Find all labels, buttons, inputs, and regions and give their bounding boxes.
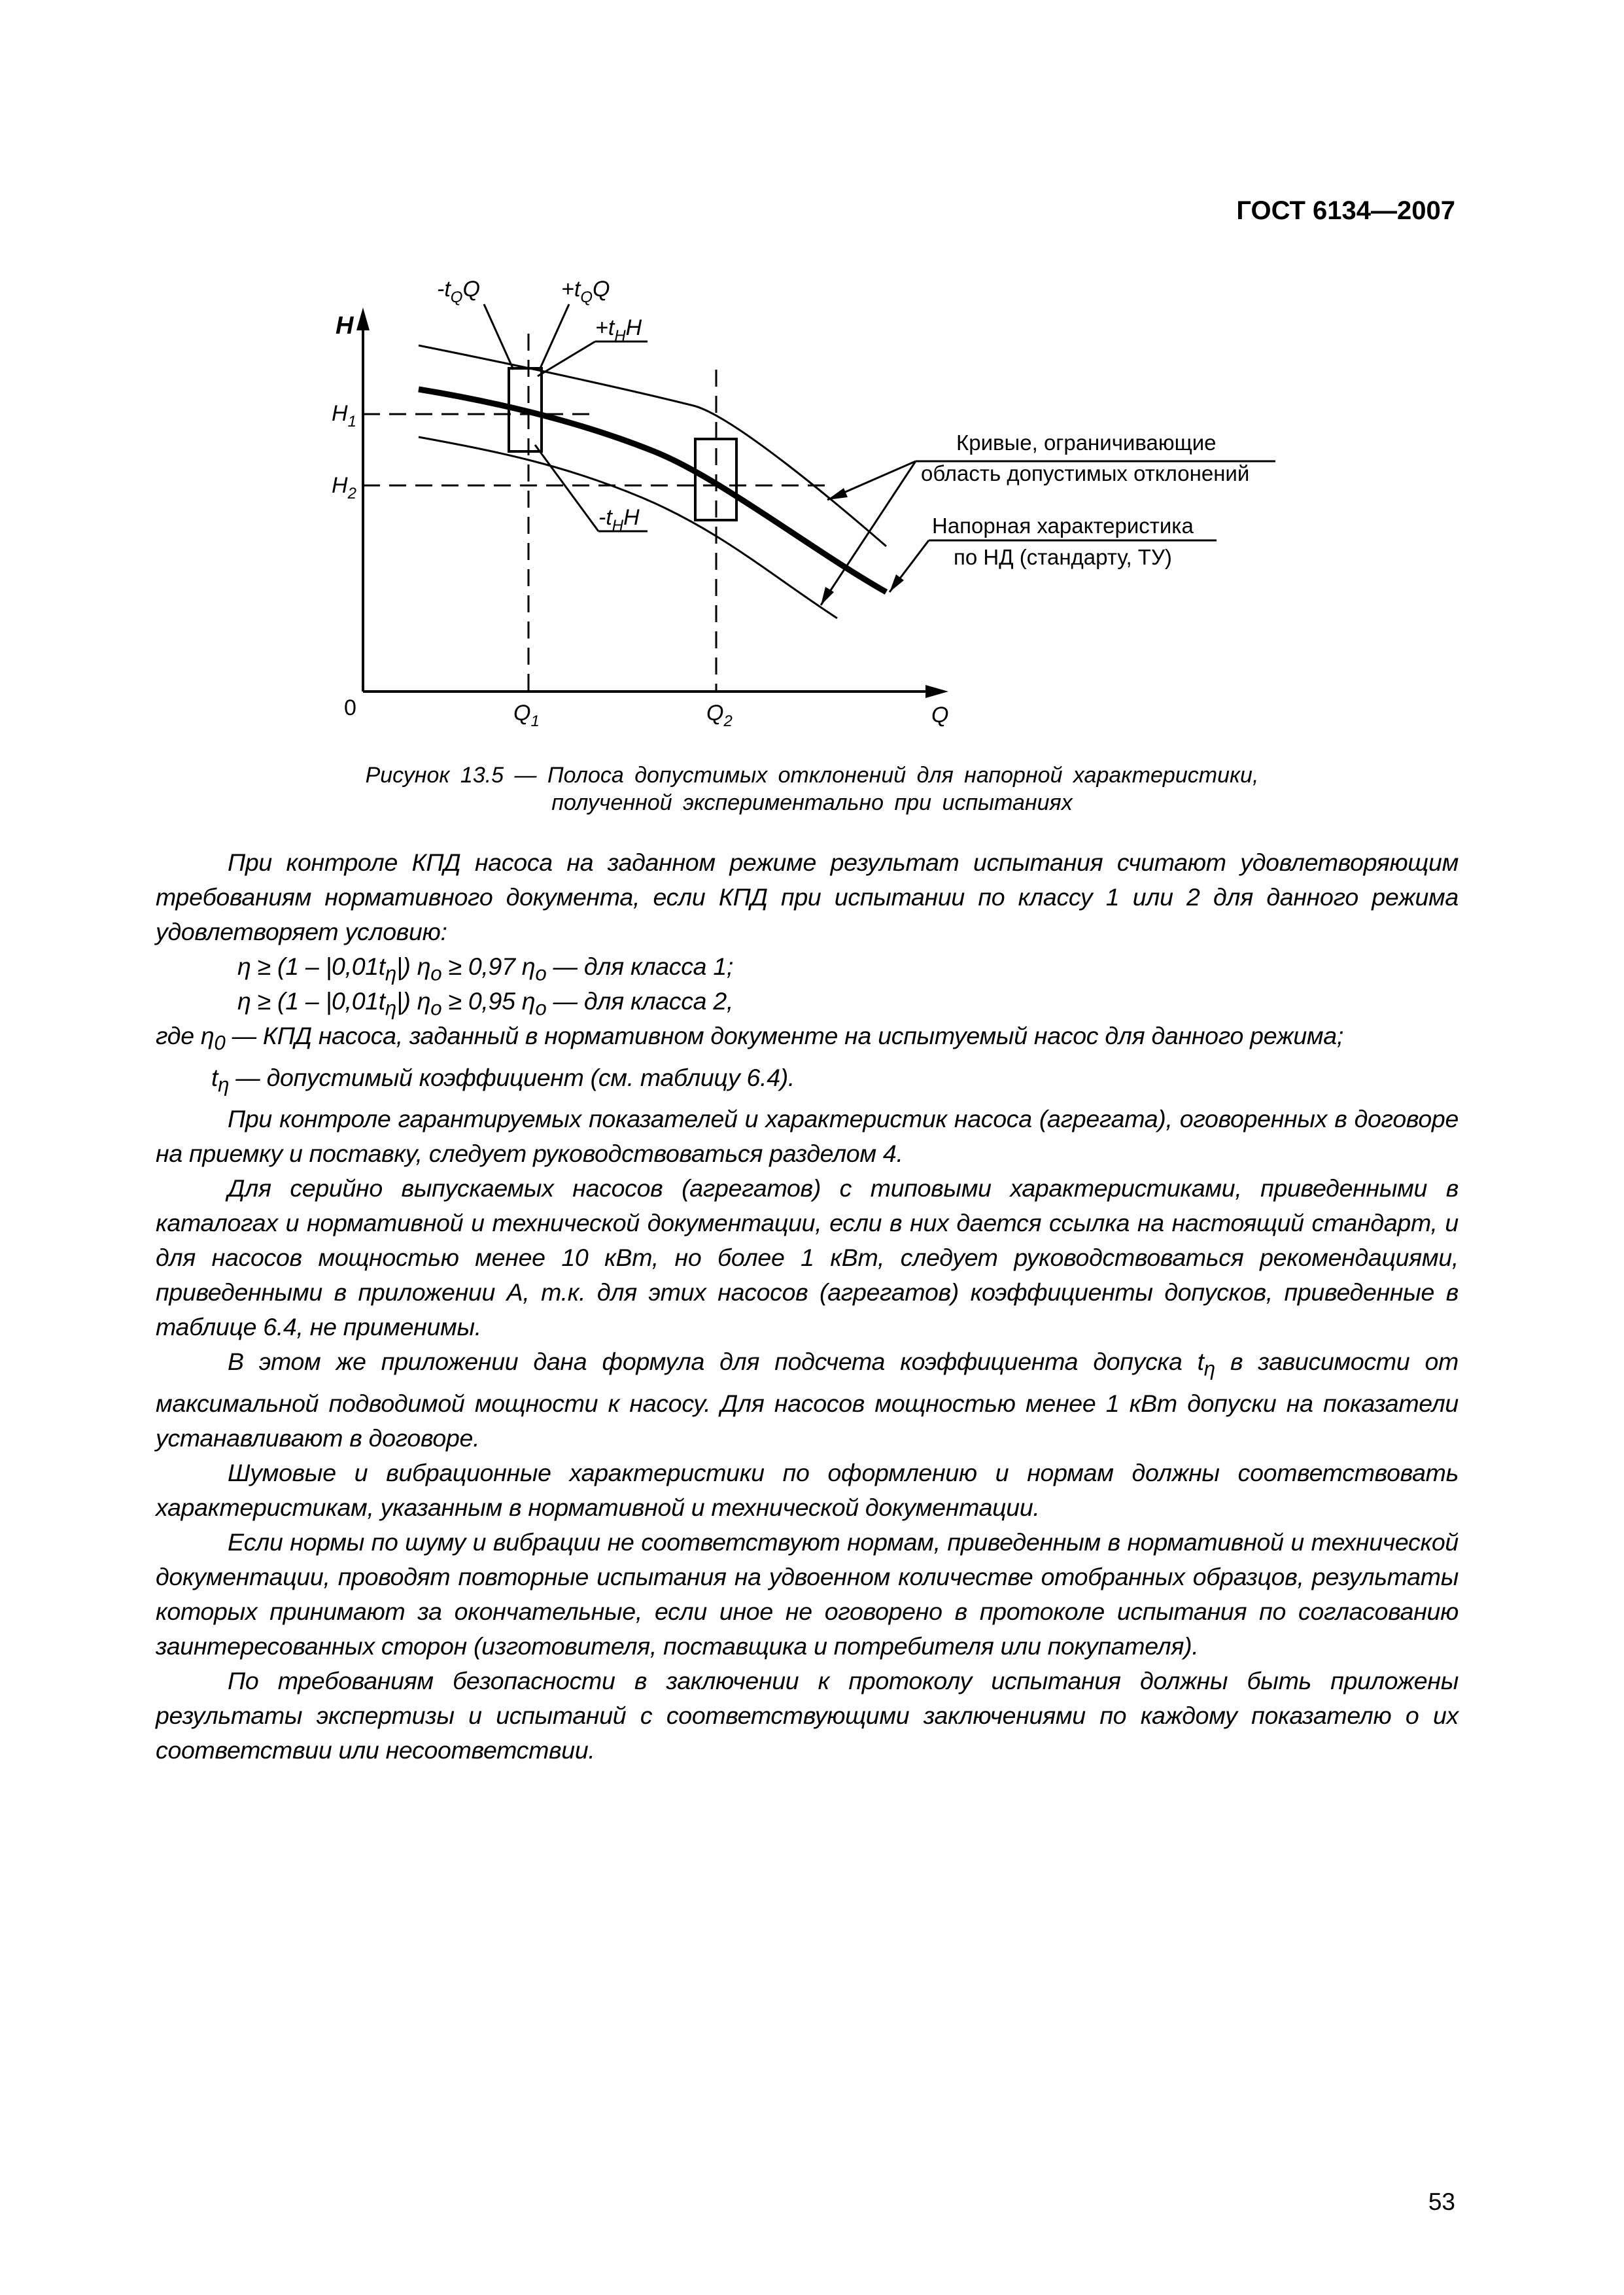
h1-tick-label: $H_1$: [332, 401, 356, 430]
y-axis-label: H: [336, 312, 354, 340]
curve-callout-line2: по НД (стандарту, ТУ): [954, 545, 1172, 569]
curve-callout-line1: Напорная характеристика: [932, 514, 1194, 538]
body-text: [156, 845, 1459, 1768]
standard-header: ГОСТ 6134—2007: [1236, 196, 1455, 225]
paragraph-2: При контроле гарантируемых показателей и характеристик насоса (агрегата), оговоренных в договоре на приемку и поставку, следует руководствоваться разделом 4.: [156, 1105, 1459, 1167]
paragraph-5: Шумовые и вибрационные характеристики по оформлению и нормам должны соответствовать характеристикам, указанным в нормативной и технической документации.: [156, 1458, 1459, 1521]
bounds-callout-line2: область допустимых отклонений: [921, 461, 1250, 485]
nominal-head-curve: [419, 389, 886, 592]
paragraph-3: Для серийно выпускаемых насосов (агрегатов) с типовыми характеристиками, приведенными в каталогах и нормативной и технической документации, если в них дается ссылка на настоящий стандарт, и для насосов мощностью менее 10 кВт, но более 1 кВт, следует руководствоваться рекомендациями, приведенными в приложении А, т.к. для этих насосов (агрегатов) коэффициенты допусков, приведенные в таблице 6.4, не применимы.: [156, 1174, 1459, 1340]
leader-minus-th-2: [535, 445, 598, 531]
paragraph-6: Если нормы по шуму и вибрации не соответствуют нормам, приведенным в нормативной и технической документации, проводят повторные испытания на удвоенном количестве отобранных образцов, результаты которых принимают за окончательные, если иное не оговорено в протоколе испытания по согласованию заинтересованных сторон (изготовителя, поставщика и потребителя или покупателя).: [156, 1528, 1459, 1660]
formula-class-1: $\eta \ge (1 - |0,01t_\eta|)$ $\eta_o \ge 0,97$ $\eta_o$ — для класса 1;: [237, 953, 734, 985]
bounds-callout-line1: Кривые, ограничивающие: [956, 430, 1217, 455]
q2-tick-label: $Q_2$: [706, 701, 733, 730]
paragraph-1: При контроле КПД насоса на заданном режиме результат испытания считают удовлетворяющим требованиям нормативного документа, если КПД при испытании по классу 1 или 2 для данного режима удовлетворяет условию:: [156, 849, 1459, 945]
bounds-arrowhead-1: [827, 488, 848, 500]
paragraph-7: По требованиям безопасности в заключении к протоколу испытания должны быть приложены результаты экспертизы и испытаний с соответствующими заключениями по каждому показателю о их соответствии или несоответствии.: [156, 1666, 1459, 1764]
origin-label: 0: [344, 695, 356, 720]
figure-caption-line2: полученной экспериментально при испытаниях: [551, 790, 1073, 815]
plus-tq-label: $+t_QQ$: [561, 277, 610, 306]
formula-class-2: $\eta \ge (1 - |0,01t_\eta|)$ $\eta_o \ge 0,95$ $\eta_o$ — для класса 2,: [237, 987, 734, 1020]
x-axis-label: Q: [931, 703, 949, 727]
head-curve-figure: [0, 0, 1624, 772]
minus-th-label: $-t_HH$: [598, 505, 640, 534]
minus-tq-label: $-t_QQ$: [437, 277, 480, 306]
h2-tick-label: $H_2$: [332, 473, 356, 502]
plus-th-label: $+t_HH$: [595, 315, 642, 345]
figure-caption-line1: Рисунок 13.5 — Полоса допустимых отклонений для напорной характеристики,: [365, 763, 1259, 788]
leader-plus-th-2: [538, 342, 595, 376]
q1-tick-label: $Q_1$: [513, 701, 540, 730]
page-number: 53: [1428, 2188, 1455, 2215]
where-eta0: где $\eta_0$ — КПД насоса, заданный в нормативном документе на испытуемый насос для данного режима;: [156, 1022, 1343, 1055]
y-axis-arrow: [356, 307, 370, 330]
where-t-eta: $t_\eta$ — допустимый коэффициент (см. таблицу 6.4).: [211, 1063, 795, 1096]
x-axis-arrow: [925, 685, 948, 698]
upper-bound-curve: [419, 345, 886, 546]
paragraph-4: В этом же приложении дана формула для подсчета коэффициента допуска $t_\eta$ в зависимости от максимальной подводимой мощности к насосу. Для насосов мощностью менее 1 кВт допуски на показатели устанавливают в договоре.: [156, 1348, 1459, 1452]
